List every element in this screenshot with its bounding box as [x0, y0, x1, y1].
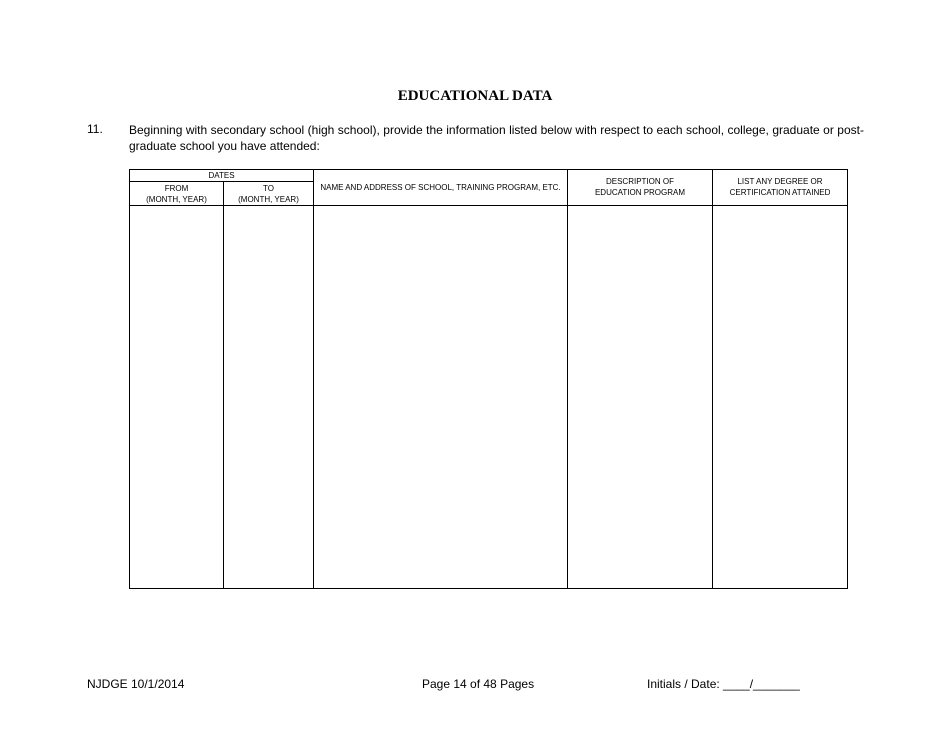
description-header-line1: DESCRIPTION OF [605, 177, 674, 186]
degree-header-line2: CERTIFICATION ATTAINED [729, 188, 831, 197]
description-entry-area[interactable] [568, 206, 711, 588]
to-entry-area[interactable] [224, 206, 312, 588]
from-header-line1: FROM [164, 184, 189, 193]
from-header [130, 183, 223, 205]
description-header [568, 176, 712, 198]
question-text: Beginning with secondary school (high school), provide the information listed below with respect to each school, college, graduate or post-graduate school you have attended: [129, 123, 864, 153]
to-header-line2: (MONTH, YEAR) [238, 195, 299, 204]
footer-initials-date: Initials / Date: ____/_______ [647, 677, 800, 691]
name-address-entry-area[interactable] [314, 206, 566, 588]
to-header-line1: TO [263, 184, 274, 193]
from-header-line2: (MONTH, YEAR) [146, 195, 207, 204]
name-address-header: NAME AND ADDRESS OF SCHOOL, TRAINING PROGRAM, ETC. [320, 183, 561, 192]
footer-form-id: NJDGE 10/1/2014 [87, 677, 185, 691]
page-title: EDUCATIONAL DATA [397, 88, 553, 104]
degree-entry-area[interactable] [713, 206, 847, 588]
degree-header [713, 176, 847, 198]
to-header [224, 183, 313, 205]
from-entry-area[interactable] [130, 206, 222, 588]
dates-subheader-line [130, 181, 313, 182]
description-header-line2: EDUCATION PROGRAM [594, 188, 686, 197]
footer-page-number: Page 14 of 48 Pages [422, 677, 535, 691]
dates-header: DATES [208, 171, 235, 180]
degree-header-line1: LIST ANY DEGREE OR [737, 177, 823, 186]
question-number: 11. [87, 122, 103, 136]
education-table [129, 169, 848, 589]
